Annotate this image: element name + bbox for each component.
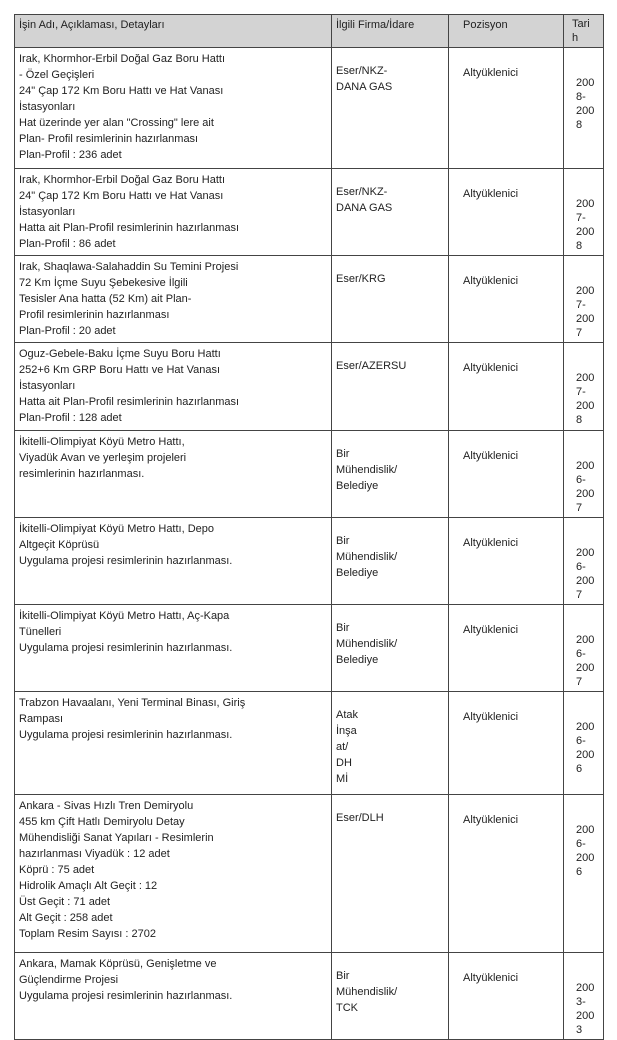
table-row bbox=[15, 795, 604, 953]
description-cell bbox=[15, 795, 332, 953]
date-cell-line: 8- bbox=[576, 91, 586, 103]
description-cell-line: Güçlendirme Projesi bbox=[19, 974, 119, 986]
firm-cell-line: Mühendislik/ bbox=[336, 638, 398, 650]
table-row bbox=[15, 256, 604, 343]
firm-cell bbox=[332, 343, 449, 431]
description-cell-line: hazırlanması Viyadük : 12 adet bbox=[19, 848, 170, 860]
date-cell-line: 200 bbox=[576, 488, 595, 500]
description-cell-line: Uygulama projesi resimlerinin hazırlanması. bbox=[19, 555, 233, 567]
description-cell-line: Hidrolik Amaçlı Alt Geçit : 12 bbox=[19, 880, 158, 892]
date-cell-line: 200 bbox=[576, 77, 595, 89]
date-cell-line: 6- bbox=[576, 648, 586, 660]
date-cell bbox=[564, 795, 604, 953]
firm-cell-line: İnşa bbox=[336, 725, 357, 737]
date-cell bbox=[564, 169, 604, 256]
description-cell-line: 24" Çap 172 Km Boru Hattı ve Hat Vanası bbox=[19, 190, 224, 202]
date-cell-line: 200 bbox=[576, 105, 595, 117]
description-cell-line: Köprü : 75 adet bbox=[19, 864, 95, 876]
description-cell-line: Üst Geçit : 71 adet bbox=[19, 896, 111, 908]
firm-cell-line: Eser/NKZ- bbox=[336, 186, 388, 198]
date-cell-line: 200 bbox=[576, 226, 595, 238]
description-cell-line: Plan-Profil : 20 adet bbox=[19, 325, 116, 337]
description-cell-line: Ankara - Sivas Hızlı Tren Demiryolu bbox=[19, 800, 194, 812]
description-cell-line: İstasyonları bbox=[19, 380, 76, 392]
firm-cell-line: TCK bbox=[336, 1002, 358, 1014]
firm-cell-line: at/ bbox=[336, 741, 349, 753]
description-cell-line: Oguz-Gebele-Baku İçme Suyu Boru Hattı bbox=[19, 348, 221, 360]
description-cell-line: İkitelli-Olimpiyat Köyü Metro Hattı, Aç-Kapa bbox=[19, 610, 230, 622]
firm-cell-line: Mühendislik/ bbox=[336, 986, 398, 998]
position-cell: Altyüklenici bbox=[449, 169, 564, 256]
date-cell-line: 200 bbox=[576, 400, 595, 412]
date-cell-line: 6 bbox=[576, 763, 583, 775]
date-cell-line: 200 bbox=[576, 575, 595, 587]
description-cell-line: Plan-Profil : 86 adet bbox=[19, 238, 116, 250]
date-cell-line: 7 bbox=[576, 589, 583, 601]
firm-cell-line: Eser/DLH bbox=[336, 812, 384, 824]
description-cell-line: Trabzon Havaalanı, Yeni Terminal Binası, Giriş bbox=[19, 697, 246, 709]
table-row bbox=[15, 343, 604, 431]
description-cell bbox=[15, 692, 332, 795]
date-cell-line: 200 bbox=[576, 460, 595, 472]
date-cell-line: 6- bbox=[576, 735, 586, 747]
description-cell bbox=[15, 169, 332, 256]
header-position: Pozisyon bbox=[449, 15, 564, 48]
position-cell: Altyüklenici bbox=[449, 431, 564, 518]
date-cell bbox=[564, 343, 604, 431]
firm-cell-line: Belediye bbox=[336, 480, 379, 492]
description-cell-line: Viyadük Avan ve yerleşim projeleri bbox=[19, 452, 187, 464]
position-cell: Altyüklenici bbox=[449, 795, 564, 953]
firm-cell bbox=[332, 431, 449, 518]
date-cell-line: 7 bbox=[576, 502, 583, 514]
position-cell: Altyüklenici bbox=[449, 953, 564, 1040]
firm-cell-line: Eser/NKZ- bbox=[336, 65, 388, 77]
description-cell-line: Tesisler Ana hatta (52 Km) ait Plan- bbox=[19, 293, 192, 305]
table-row bbox=[15, 518, 604, 605]
description-cell-line: Uygulama projesi resimlerinin hazırlanması. bbox=[19, 729, 233, 741]
description-cell bbox=[15, 431, 332, 518]
projects-table bbox=[14, 14, 604, 1040]
date-cell bbox=[564, 692, 604, 795]
firm-cell-line: Mühendislik/ bbox=[336, 464, 398, 476]
date-cell-line: 200 bbox=[576, 285, 595, 297]
date-cell-line: 3 bbox=[576, 1024, 583, 1036]
date-cell bbox=[564, 431, 604, 518]
description-cell-line: Alt Geçit : 258 adet bbox=[19, 912, 113, 924]
date-cell-line: 200 bbox=[576, 852, 595, 864]
date-cell-line: 8 bbox=[576, 119, 583, 131]
date-cell-line: 200 bbox=[576, 547, 595, 559]
date-cell-line: 7- bbox=[576, 386, 586, 398]
firm-cell bbox=[332, 169, 449, 256]
description-cell-line: Altgeçit Köprüsü bbox=[19, 539, 100, 551]
description-cell-line: Profil resimlerinin hazırlanması bbox=[19, 309, 170, 321]
description-cell-line: Irak, Shaqlawa-Salahaddin Su Temini Projesi bbox=[19, 261, 239, 273]
description-cell-line: 72 Km İçme Suyu Şebekesive İlgili bbox=[19, 277, 188, 289]
description-cell-line: Hatta ait Plan-Profil resimlerinin hazırlanması bbox=[19, 222, 240, 234]
table-row bbox=[15, 48, 604, 169]
date-cell-line: 8 bbox=[576, 240, 583, 252]
description-cell-line: Ankara, Mamak Köprüsü, Genişletme ve bbox=[19, 958, 217, 970]
firm-cell bbox=[332, 795, 449, 953]
date-cell-line: 200 bbox=[576, 824, 595, 836]
description-cell-line: İstasyonları bbox=[19, 206, 76, 218]
date-cell-line: 200 bbox=[576, 634, 595, 646]
description-cell-line: resimlerinin hazırlanması. bbox=[19, 468, 145, 480]
description-cell-line: 252+6 Km GRP Boru Hattı ve Hat Vanası bbox=[19, 364, 221, 376]
table-row bbox=[15, 431, 604, 518]
description-cell-line: Uygulama projesi resimlerinin hazırlanması. bbox=[19, 642, 233, 654]
date-cell-line: 7 bbox=[576, 676, 583, 688]
date-cell-line: 7 bbox=[576, 327, 583, 339]
header-row bbox=[15, 15, 604, 48]
date-cell-line: 3- bbox=[576, 996, 586, 1008]
firm-cell bbox=[332, 605, 449, 692]
header-date-line: h bbox=[572, 32, 579, 44]
firm-cell-line: Mİ bbox=[336, 773, 349, 785]
firm-cell-line: Bir bbox=[336, 535, 350, 547]
position-cell: Altyüklenici bbox=[449, 518, 564, 605]
firm-cell-line: Bir bbox=[336, 622, 350, 634]
description-cell-line: Plan-Profil : 236 adet bbox=[19, 149, 122, 161]
date-cell-line: 7- bbox=[576, 212, 586, 224]
firm-cell-line: DANA GAS bbox=[336, 202, 393, 214]
firm-cell-line: Bir bbox=[336, 970, 350, 982]
date-cell-line: 200 bbox=[576, 749, 595, 761]
description-cell bbox=[15, 256, 332, 343]
table-row bbox=[15, 605, 604, 692]
firm-cell-line: Belediye bbox=[336, 567, 379, 579]
description-cell-line: Uygulama projesi resimlerinin hazırlanması. bbox=[19, 990, 233, 1002]
firm-cell bbox=[332, 48, 449, 169]
date-cell-line: 6- bbox=[576, 474, 586, 486]
date-cell bbox=[564, 256, 604, 343]
date-cell-line: 200 bbox=[576, 1010, 595, 1022]
description-cell-line: İkitelli-Olimpiyat Köyü Metro Hattı, bbox=[19, 436, 185, 448]
header-description: İşin Adı, Açıklaması, Detayları bbox=[15, 15, 332, 48]
description-cell-line: Rampası bbox=[19, 713, 64, 725]
description-cell bbox=[15, 953, 332, 1040]
date-cell-line: 200 bbox=[576, 313, 595, 325]
date-cell-line: 7- bbox=[576, 299, 586, 311]
date-cell-line: 200 bbox=[576, 198, 595, 210]
firm-cell-line: DH bbox=[336, 757, 352, 769]
date-cell-line: 6- bbox=[576, 838, 586, 850]
header-firm: İlgili Firma/İdare bbox=[332, 15, 449, 48]
date-cell bbox=[564, 953, 604, 1040]
table-row bbox=[15, 169, 604, 256]
date-cell-line: 200 bbox=[576, 662, 595, 674]
position-cell: Altyüklenici bbox=[449, 256, 564, 343]
description-cell-line: Mühendisliği Sanat Yapıları - Resimlerin bbox=[19, 832, 214, 844]
table-row bbox=[15, 692, 604, 795]
date-cell-line: 8 bbox=[576, 414, 583, 426]
description-cell-line: Toplam Resim Sayısı : 2702 bbox=[19, 928, 156, 940]
description-cell-line: Hat üzerinde yer alan "Crossing" lere ait bbox=[19, 117, 214, 129]
date-cell bbox=[564, 48, 604, 169]
firm-cell-line: Mühendislik/ bbox=[336, 551, 398, 563]
date-cell-line: 200 bbox=[576, 721, 595, 733]
description-cell-line: Plan- Profil resimlerinin hazırlanması bbox=[19, 133, 199, 145]
position-cell: Altyüklenici bbox=[449, 343, 564, 431]
header-date-line: Tari bbox=[572, 18, 590, 30]
description-cell-line: 24" Çap 172 Km Boru Hattı ve Hat Vanası bbox=[19, 85, 224, 97]
description-cell bbox=[15, 518, 332, 605]
firm-cell-line: Bir bbox=[336, 448, 350, 460]
table-row bbox=[15, 953, 604, 1040]
firm-cell-line: Atak bbox=[336, 709, 359, 721]
firm-cell bbox=[332, 518, 449, 605]
description-cell-line: İstasyonları bbox=[19, 101, 76, 113]
description-cell-line: İkitelli-Olimpiyat Köyü Metro Hattı, Depo bbox=[19, 523, 215, 535]
firm-cell-line: Belediye bbox=[336, 654, 379, 666]
description-cell-line: Tünelleri bbox=[19, 626, 62, 638]
firm-cell-line: Eser/KRG bbox=[336, 273, 386, 285]
position-cell: Altyüklenici bbox=[449, 692, 564, 795]
description-cell-line: Plan-Profil : 128 adet bbox=[19, 412, 122, 424]
description-cell-line: Hatta ait Plan-Profil resimlerinin hazırlanması bbox=[19, 396, 240, 408]
firm-cell bbox=[332, 953, 449, 1040]
position-cell: Altyüklenici bbox=[449, 48, 564, 169]
header-date bbox=[564, 15, 604, 48]
description-cell bbox=[15, 48, 332, 169]
description-cell-line: Irak, Khormhor-Erbil Doğal Gaz Boru Hattı bbox=[19, 53, 226, 65]
date-cell bbox=[564, 605, 604, 692]
date-cell-line: 200 bbox=[576, 982, 595, 994]
firm-cell bbox=[332, 692, 449, 795]
position-cell: Altyüklenici bbox=[449, 605, 564, 692]
description-cell-line: 455 km Çift Hatlı Demiryolu Detay bbox=[19, 816, 185, 828]
firm-cell-line: DANA GAS bbox=[336, 81, 393, 93]
description-cell bbox=[15, 605, 332, 692]
description-cell bbox=[15, 343, 332, 431]
date-cell-line: 200 bbox=[576, 372, 595, 384]
firm-cell bbox=[332, 256, 449, 343]
date-cell bbox=[564, 518, 604, 605]
description-cell-line: - Özel Geçişleri bbox=[19, 69, 95, 81]
description-cell-line: Irak, Khormhor-Erbil Doğal Gaz Boru Hattı bbox=[19, 174, 226, 186]
date-cell-line: 6 bbox=[576, 866, 583, 878]
firm-cell-line: Eser/AZERSU bbox=[336, 360, 407, 372]
date-cell-line: 6- bbox=[576, 561, 586, 573]
